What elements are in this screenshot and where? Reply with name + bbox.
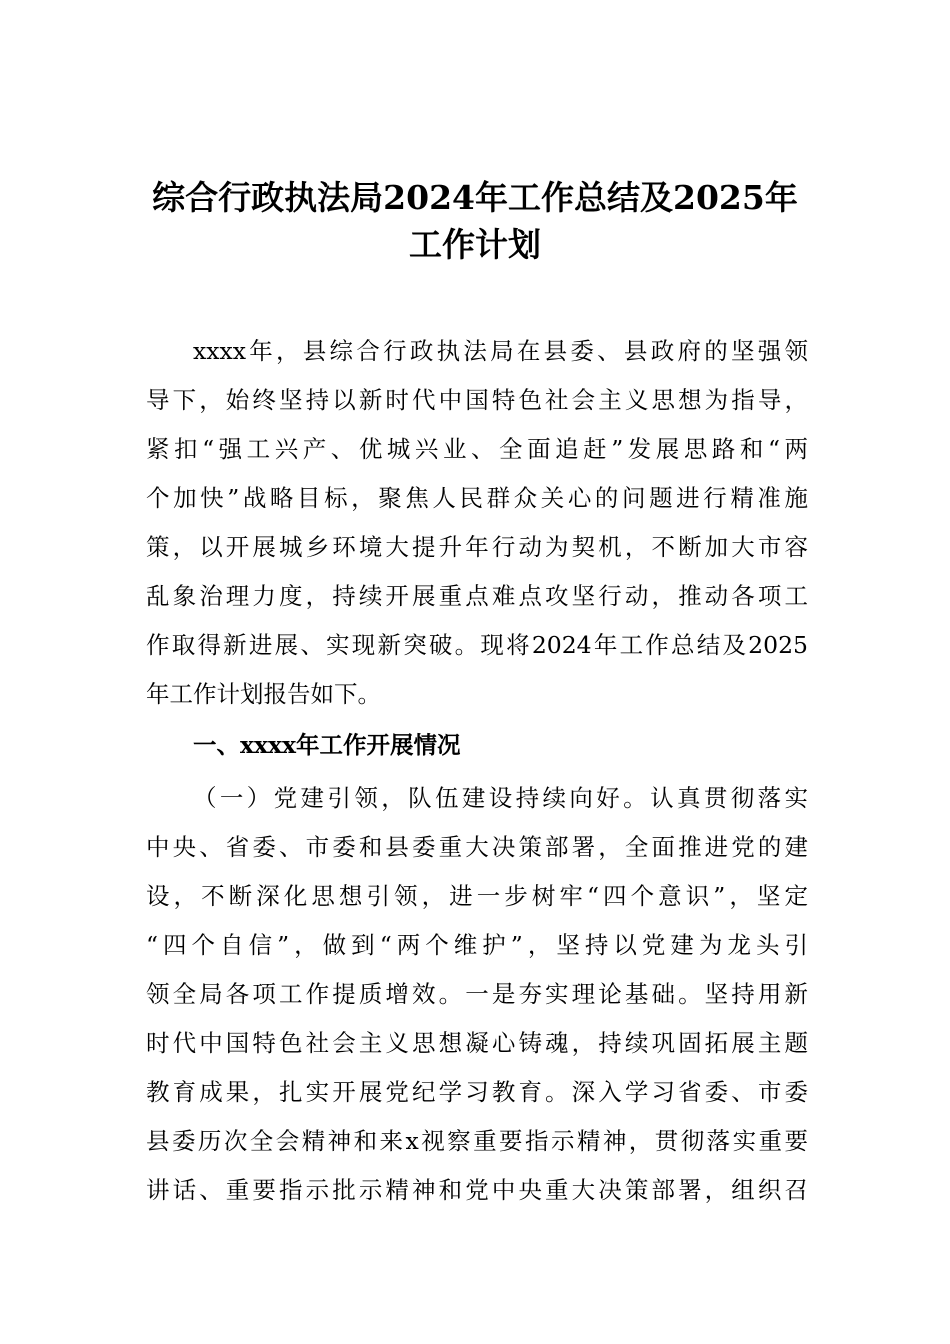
intro-line-4: 个加快”战略目标，聚焦人民群众关心的问题进行精准施 <box>146 484 808 512</box>
document-title-line-1: 综合行政执法局2024年工作总结及2025年 <box>152 178 798 217</box>
intro-line-1: xxxx年，县综合行政执法局在县委、县政府的坚强领 <box>193 337 808 365</box>
section-1-line-9: 讲话、重要指示批示精神和党中央重大决策部署，组织召 <box>146 1176 808 1204</box>
section-1-line-4: “四个自信”，做到“两个维护”，坚持以党建为龙头引 <box>146 931 808 959</box>
section-1-line-7: 教育成果，扎实开展党纪学习教育。深入学习省委、市委 <box>146 1078 808 1106</box>
intro-line-5: 策，以开展城乡环境大提升年行动为契机，不断加大市容 <box>146 533 808 561</box>
section-1-line-5: 领全局各项工作提质增效。一是夯实理论基础。坚持用新 <box>146 980 808 1008</box>
intro-line-8: 年工作计划报告如下。 <box>146 680 381 708</box>
intro-line-6: 乱象治理力度，持续开展重点难点攻坚行动，推动各项工 <box>146 582 808 610</box>
intro-line-3: 紧扣“强工兴产、优城兴业、全面追赶”发展思路和“两 <box>146 435 808 463</box>
section-1-line-2: 中央、省委、市委和县委重大决策部署，全面推进党的建 <box>146 833 808 861</box>
section-1-heading: 一、xxxx年工作开展情况 <box>193 731 461 759</box>
section-1-line-8: 县委历次全会精神和来x视察重要指示精神，贯彻落实重要 <box>146 1127 808 1155</box>
section-1-line-3: 设，不断深化思想引领，进一步树牢“四个意识”，坚定 <box>146 882 808 910</box>
intro-line-2: 导下，始终坚持以新时代中国特色社会主义思想为指导， <box>146 386 808 414</box>
document-title-line-2: 工作计划 <box>409 225 541 264</box>
intro-line-7: 作取得新进展、实现新突破。现将2024年工作总结及2025 <box>146 631 808 659</box>
section-1-line-6: 时代中国特色社会主义思想凝心铸魂，持续巩固拓展主题 <box>146 1029 808 1057</box>
section-1-line-1: （一）党建引领，队伍建设持续向好。认真贯彻落实 <box>193 784 808 812</box>
